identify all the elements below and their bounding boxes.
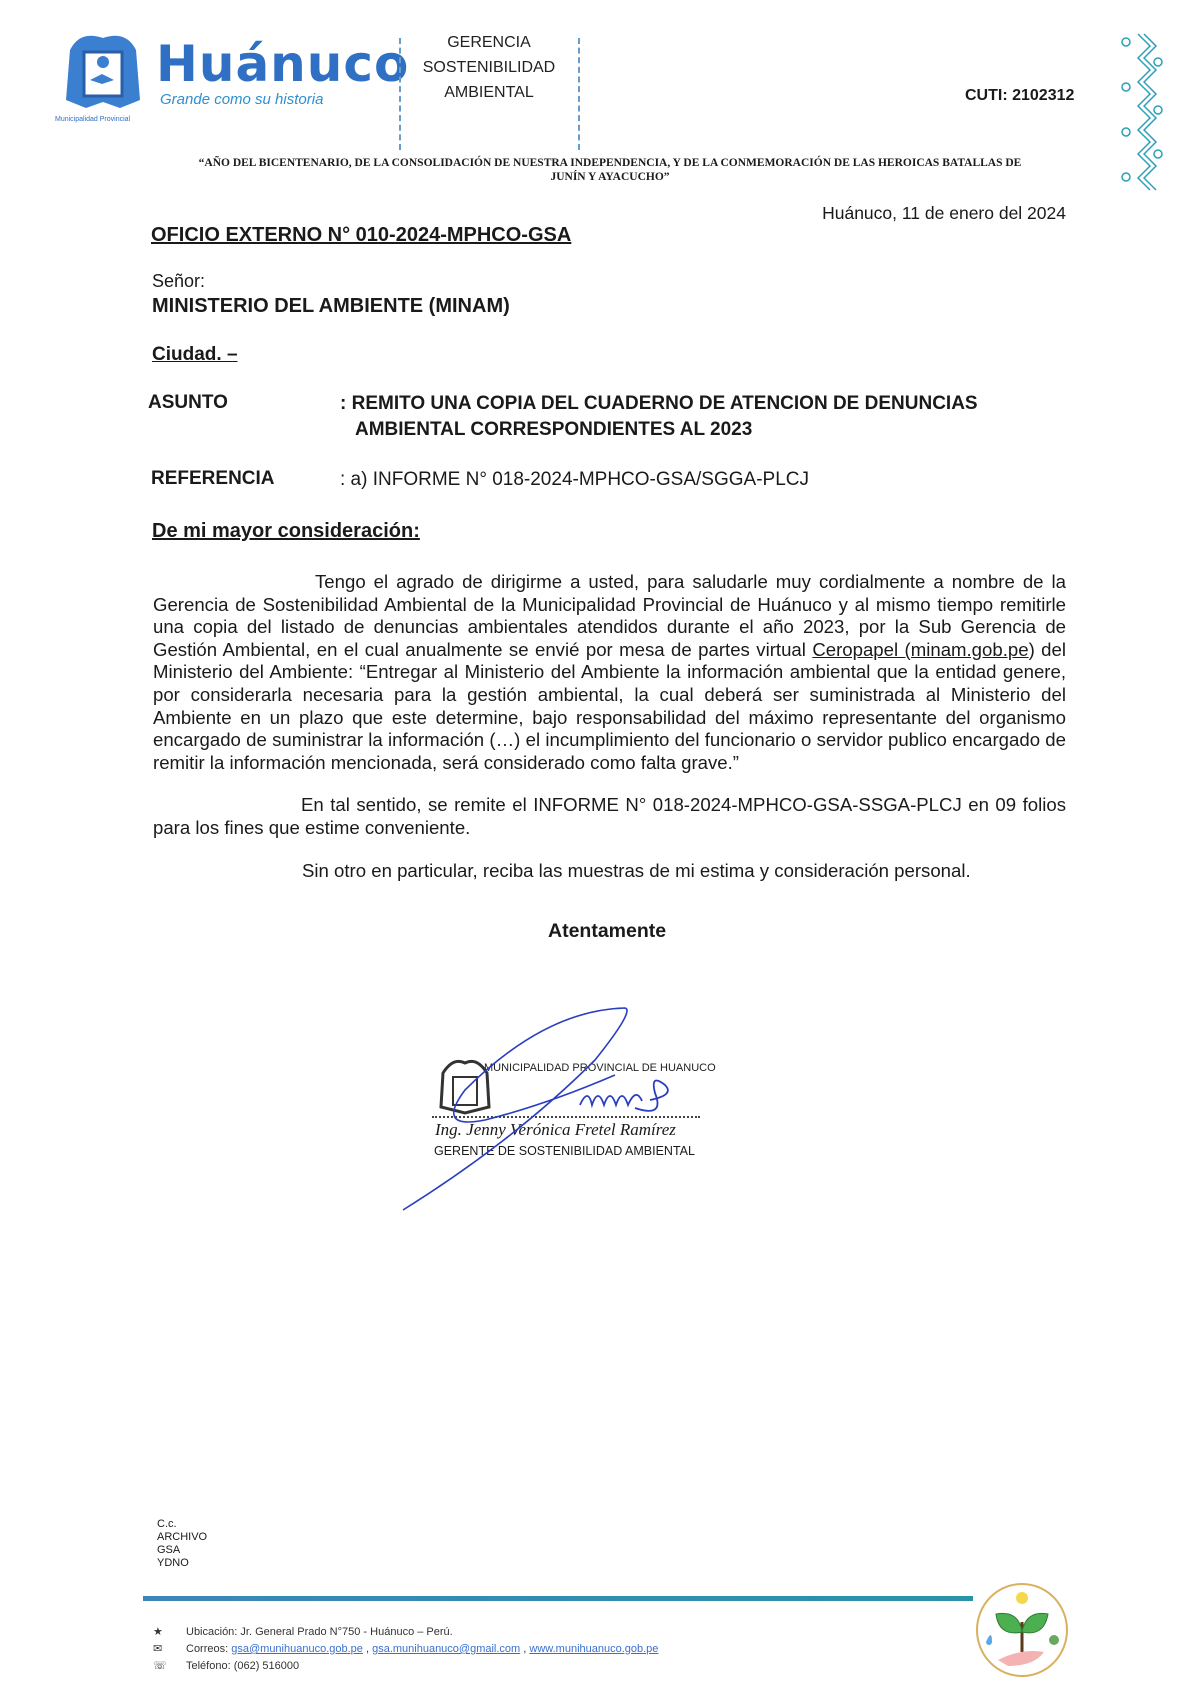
- motto-line: JUNÍN Y AYACUCHO”: [550, 171, 670, 183]
- footer-phone: Teléfono: (062) 516000: [186, 1660, 300, 1672]
- asunto-line: : REMITO UNA COPIA DEL CUADERNO DE ATENCION DE DENUNCIAS: [340, 393, 978, 414]
- location-icon: ★: [153, 1626, 163, 1638]
- letter-date: Huánuco, 11 de enero del 2024: [822, 203, 1066, 223]
- emails-label: Correos:: [186, 1643, 232, 1655]
- letter-body: [153, 571, 1066, 943]
- city: [152, 344, 238, 366]
- office-name: [403, 30, 575, 105]
- footer-location: Ubicación: Jr. General Prado N°750 - Huánuco – Perú.: [186, 1626, 453, 1638]
- brand-name: Huánuco: [156, 35, 410, 93]
- closing: Atentamente: [548, 920, 667, 943]
- year-motto: [160, 156, 1060, 184]
- email-link[interactable]: gsa@munihuanuco.gob.pe: [231, 1643, 363, 1655]
- body-paragraph: Sin otro en particular, reciba las muestras de mi estima y consideración personal.: [302, 859, 971, 881]
- handwritten-signature: [395, 1000, 735, 1215]
- referencia-value: : a) INFORME N° 018-2024-MPHCO-GSA/SGGA-PLCJ: [340, 469, 809, 490]
- crest-logo: [60, 30, 146, 110]
- crest-caption: Municipalidad Provincial: [55, 116, 131, 123]
- divider: [578, 38, 580, 150]
- signer-role: GERENTE DE SOSTENIBILIDAD AMBIENTAL: [434, 1144, 695, 1158]
- environment-logo: [974, 1582, 1070, 1678]
- website-link[interactable]: www.munihuanuco.gob.pe: [529, 1643, 659, 1655]
- mail-icon: ✉: [153, 1643, 163, 1655]
- paragraph-text: Tengo el agrado de dirigirme a usted, para saludarle muy cordialmente a nombre de la Gerencia de Sostenibilidad Ambiental de la Municipalidad Provincial de Huánuco y al mismo tiempo remitirle una copia del listado de denuncias ambientales atendidos durante el año 2023, por la Sub Gerencia de Gestión Ambiental, en el cual anualmente se envié por mesa de partes virtual: [153, 571, 1066, 660]
- office-line: SOSTENIBILIDAD: [422, 59, 556, 76]
- cc-item: ARCHIVO: [157, 1531, 208, 1543]
- footer-emails: Correos: gsa@munihuanuco.gob.pe , gsa.munihuanuco@gmail.com , www.munihuanuco.gob.pe: [186, 1643, 659, 1655]
- stamp-org: MUNICIPALIDAD PROVINCIAL DE HUANUCO: [484, 1062, 716, 1074]
- cuti-number: CUTI: 2102312: [965, 87, 1075, 104]
- email-link[interactable]: gsa.munihuanuco@gmail.com: [372, 1643, 521, 1655]
- carbon-copy-list: [157, 1518, 207, 1570]
- office-line: GERENCIA: [447, 34, 531, 51]
- phone-icon: ☏: [153, 1660, 167, 1672]
- paragraph-text: ) del Ministerio del Ambiente: “Entregar al Ministerio del Ambiente la información ambiental que la entidad genere, por considerarla necesaria para la gestión ambiental, la cual deberá ser suministrada al Ministerio del Ambiente en un plazo que este determine, bajo responsabilidad del máximo representante del organismo encargado de suministrar la información (…) el incumplimiento del funcionario o servidor publico encargado de remitir la información mencionada, será considerado como falta grave.”: [153, 638, 1066, 773]
- office-line: AMBIENTAL: [444, 84, 534, 101]
- recipient: MINISTERIO DEL AMBIENTE (MINAM): [152, 295, 510, 317]
- letter-title: OFICIO EXTERNO N° 010-2024-MPHCO-GSA: [151, 224, 572, 246]
- referencia-label: REFERENCIA: [151, 468, 275, 489]
- footer-rule: [143, 1596, 973, 1601]
- greeting: De mi mayor consideración:: [152, 520, 420, 542]
- motto-line: “AÑO DEL BICENTENARIO, DE LA CONSOLIDACIÓN DE NUESTRA INDEPENDENCIA, Y DE LA CONMEMORACIÓN DE LAS HEROICAS BATALLAS DE: [198, 157, 1022, 169]
- cc-item: GSA: [157, 1544, 181, 1556]
- body-paragraph: En tal sentido, se remite el INFORME N° 018-2024-MPHCO-GSA-SSGA-PLCJ en 09 folios para los fines que estime conveniente.: [153, 794, 1066, 838]
- city-text: Ciudad. –: [152, 344, 238, 365]
- brand-tagline: Grande como su historia: [160, 91, 324, 108]
- body-paragraph: [153, 571, 1066, 774]
- salutation: Señor:: [152, 271, 206, 291]
- decorative-pattern: [1118, 32, 1164, 202]
- cc-item: C.c.: [157, 1518, 177, 1530]
- signer-name: Ing. Jenny Verónica Fretel Ramírez: [435, 1120, 676, 1139]
- asunto-label: ASUNTO: [148, 392, 228, 413]
- divider: [399, 38, 401, 150]
- cc-item: YDNO: [157, 1557, 189, 1569]
- ceropapel-link[interactable]: Ceropapel (minam.gob.pe: [812, 638, 1029, 660]
- asunto-line: AMBIENTAL CORRESPONDIENTES AL 2023: [355, 419, 753, 440]
